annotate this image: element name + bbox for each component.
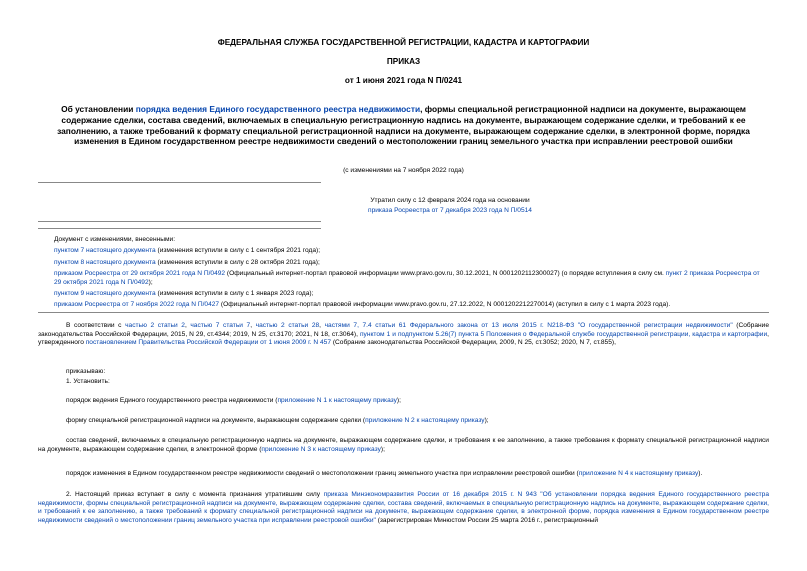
divider <box>38 228 321 229</box>
title-link[interactable]: порядка ведения Единого государственного реестра недвижимости <box>135 104 421 114</box>
list-item: пунктом 7 настоящего документа (изменения вступили в силу с 1 сентября 2021 года); <box>54 247 321 255</box>
appendix-link[interactable]: приложение N 2 к настоящему приказу <box>365 417 485 424</box>
amendments-note: (с изменениями на 7 ноября 2022 года) <box>343 167 464 174</box>
lost-force-text: Утратил силу с 12 февраля 2024 года на основании <box>370 197 530 204</box>
order-item-c: состав сведений, включаемых в специальную регистрационную надпись на документе, выражающем содержание сделки, и требования к ее заполнению, а также требования к формату специальной регистрационной надписи на документе, выражающем содержание сделки, в электронной форме (приложение N 3 к настоящему приказу); <box>38 437 769 453</box>
document-date: от 1 июня 2021 года N П/0241 <box>344 76 463 85</box>
appendix-link[interactable]: приложение N 4 к настоящему приказу <box>578 470 699 477</box>
changes-list <box>54 236 767 312</box>
title-prefix: Об установлении <box>61 104 136 114</box>
repealed-order-link[interactable]: приказа Минэкономразвития России от 16 декабря 2015 г. N 943 "Об установлении порядка ведения Единого государственного реестра недвижимости, формы специальной регистрационной надписи на документе, выражающем содержание сделки, состава сведений, включаемых в специальную регистрационную надпись на документе, выражающем содержание сделки, и требований к ее заполнению, а также требований к формату специальной регистрационной надписи на документе, выражающем содержание сделки, в электронной форме, порядка изменения в Едином государственном реестре недвижимости сведений о местоположении границ земельного участка при исправлении реестровой ошибки" <box>38 491 769 525</box>
divider <box>38 312 769 313</box>
lost-force-link[interactable]: приказа Росреестра от 7 декабря 2023 года N П/0514 <box>368 206 532 214</box>
divider <box>38 221 321 222</box>
change-link[interactable]: приказом Росреестра от 7 ноября 2022 года N П/0427 <box>54 301 220 309</box>
document-type: ПРИКАЗ <box>386 57 421 66</box>
law-link[interactable]: постановлением Правительства Российской Федерации от 1 июня 2009 г. N 457 <box>85 339 332 347</box>
list-item: пунктом 9 настоящего документа (изменения вступили в силу с 1 января 2023 года); <box>54 289 314 297</box>
order-point-2: 2. Настоящий приказ вступает в силу с момента признания утратившим силу приказа Минэкономразвития России от 16 декабря 2015 г. N 943 "Об установлении порядка ведения Единого государственного реестра недвижимости, формы специальной регистрационной надписи на документе, выражающем содержание сделки, состава сведений, включаемых в специальную регистрационную надпись на документе, выражающем содержание сделки, и требований к ее заполнению, а также требований к формату специальной регистрационной надписи на документе, выражающем содержание сделки, в электронной форме, порядка изменения в Едином государственном реестре недвижимости сведений о местоположении границ земельного участка при исправлении реестровой ошибки" (зарегистрирован Минюстом России 25 марта 2016 г., регистрационный <box>38 491 769 525</box>
preamble-paragraph: В соответствии с частью 2 статьи 2, частью 7 статьи 7, частью 2 статьи 28, частями 7, 7.4 статьи 61 Федерального закона от 13 июля 2015 г. N218-ФЗ "О государственной регистрации недвижимости" (Собрание законодательства Российской Федерации, 2015, N 29, ст.4344; 2019, N 25, ст.3170; 2021, N 18, ст.3064), пунктом 1 и подпунктом 5.26(7) пункта 5 Положения о Федеральной службе государственной регистрации, кадастра и картографии, утвержденного постановлением Правительства Российской Федерации от 1 июня 2009 г. N 457 (Собрание законодательства Российской Федерации, 2009, N 25, ст.3052; 2020, N 7, ст.855), <box>38 322 770 347</box>
order-word: приказываю: <box>66 368 106 375</box>
document-title <box>42 104 765 147</box>
change-link[interactable]: пункт 2 приказа Росреестра от 29 октября 2021 года N П/0492 <box>54 269 760 286</box>
law-link[interactable]: пунктом 1 и подпунктом 5.26(7) пункта 5 Положения о Федеральной службе государственной регистрации, кадастра и картографии <box>359 330 768 338</box>
change-link[interactable]: пунктом 7 настоящего документа <box>54 247 156 255</box>
appendix-link[interactable]: приложение N 1 к настоящему приказу <box>277 397 397 404</box>
law-link[interactable]: частями 7, 7.4 статьи 61 Федерального закона от 13 июля 2015 г. N218-ФЗ "О государственной регистрации недвижимости" <box>324 322 733 329</box>
appendix-link[interactable]: приложение N 3 к настоящему приказу <box>261 445 381 453</box>
order-item-a: порядок ведения Единого государственного реестра недвижимости (приложение N 1 к настоящему приказу); <box>66 397 401 404</box>
list-item: приказом Росреестра от 29 октября 2021 года N П/0492 (Официальный интернет-портал правовой информации www.pravo.gov.ru, 30.12.2021, N 0001202112300027) (о порядке вступления в силу см. пункт 2 приказа Росреестра от 29 октября 2021 года N П/0492); <box>54 269 760 286</box>
divider <box>38 182 321 183</box>
title-rest: , формы специальной регистрационной надписи на документе, выражающем содержание сделки, состава сведений, включаемых в специальную регистрационную надпись на документе, выражающем содержание сделки, и требований к ее заполнению, а также требований к формату специальной регистрационной надписи на документе, выражающем содержание сделки, в электронной форме, порядка изменения в Едином государственном реестре недвижимости сведений о местоположении границ земельного участка при исправлении реестровой ошибки <box>57 104 750 147</box>
changes-intro: Документ с изменениями, внесенными: <box>54 236 176 243</box>
list-item: приказом Росреестра от 7 ноября 2022 года N П/0427 (Официальный интернет-портал правовой информации www.pravo.gov.ru, 27.12.2022, N 0001202212270014) (вступил в силу с 1 марта 2023 года). <box>54 301 671 309</box>
list-item: пунктом 8 настоящего документа (изменения вступили в силу с 28 октября 2021 года); <box>54 258 320 266</box>
law-link[interactable]: частью 7 статьи 7 <box>190 322 251 329</box>
order-point-1: 1. Установить: <box>66 378 110 385</box>
lost-force-note <box>300 196 600 215</box>
order-item-b: форму специальной регистрационной надписи на документе, выражающем содержание сделки (приложение N 2 к настоящему приказу); <box>66 417 489 424</box>
order-item-d: порядок изменения в Едином государственном реестре недвижимости сведений о местоположении границ земельного участка при исправлении реестровой ошибки (приложение N 4 к настоящему приказу). <box>66 470 703 477</box>
law-link[interactable]: частью 2 статьи 28 <box>255 322 320 329</box>
change-link[interactable]: приказом Росреестра от 29 октября 2021 года N П/0492 <box>54 269 226 277</box>
law-link[interactable]: частью 2 статьи 2 <box>125 322 185 329</box>
change-link[interactable]: пунктом 8 настоящего документа <box>54 258 156 266</box>
change-link[interactable]: пунктом 9 настоящего документа <box>54 289 156 297</box>
agency-name: ФЕДЕРАЛЬНАЯ СЛУЖБА ГОСУДАРСТВЕННОЙ РЕГИСТРАЦИИ, КАДАСТРА И КАРТОГРАФИИ <box>217 38 590 47</box>
